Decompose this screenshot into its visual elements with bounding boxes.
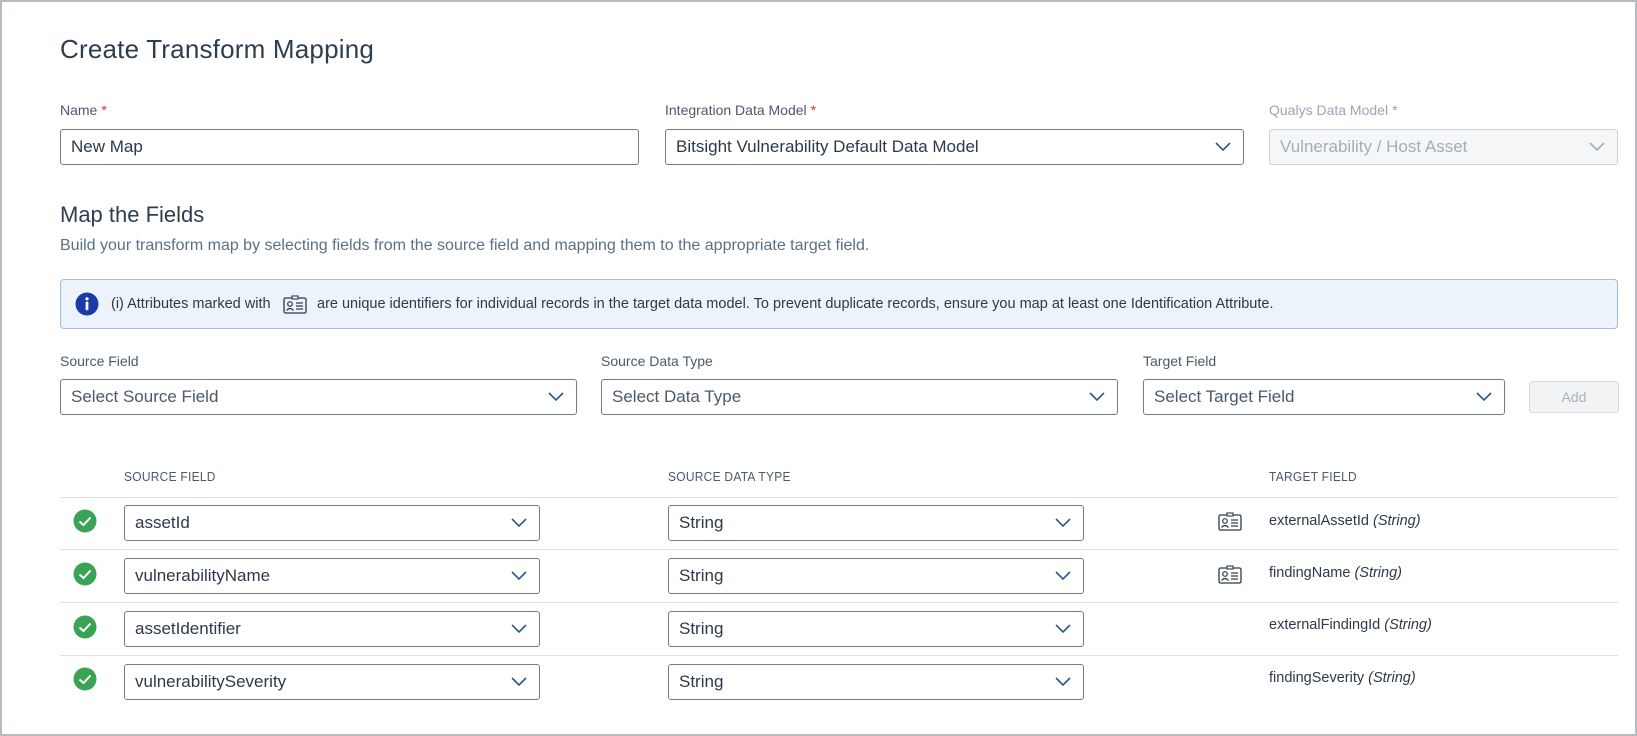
row-source-data-type-select[interactable] xyxy=(668,611,1084,647)
chevron-down-icon xyxy=(1089,390,1105,402)
row-target-field-name: findingName xyxy=(1269,565,1351,581)
row-source-data-type-value: String xyxy=(679,672,724,691)
qualys-model-select xyxy=(1269,129,1618,165)
row-divider xyxy=(60,602,1618,603)
chevron-down-icon xyxy=(548,390,564,402)
integration-model-label-text: Integration Data Model xyxy=(665,102,807,118)
source-field-select[interactable] xyxy=(60,379,577,415)
id-card-icon xyxy=(283,295,307,315)
target-field-placeholder: Select Target Field xyxy=(1154,387,1295,406)
row-target-field-type: (String) xyxy=(1372,513,1421,529)
row-target-field xyxy=(1269,565,1402,581)
row-source-field-select[interactable] xyxy=(124,558,540,594)
chevron-down-icon xyxy=(1055,516,1071,528)
row-source-data-type-select[interactable] xyxy=(668,558,1084,594)
chevron-down-icon xyxy=(1055,675,1071,687)
section-description: Build your transform map by selecting fields from the source field and mapping them to the appropriate target field. xyxy=(60,237,870,254)
qualys-model-label xyxy=(1269,102,1398,118)
row-divider xyxy=(60,549,1618,550)
info-banner xyxy=(60,279,1618,329)
row-target-field-type: (String) xyxy=(1384,617,1432,633)
section-title: Map the Fields xyxy=(60,202,205,227)
source-data-type-placeholder: Select Data Type xyxy=(612,387,742,406)
check-circle-icon xyxy=(73,509,97,533)
source-data-type-select[interactable] xyxy=(601,379,1118,415)
row-divider xyxy=(60,655,1618,656)
name-label-text: Name xyxy=(60,102,98,118)
chevron-down-icon xyxy=(1055,622,1071,634)
row-target-field-type: (String) xyxy=(1354,565,1402,581)
row-source-data-type-select[interactable] xyxy=(668,505,1084,541)
check-circle-icon xyxy=(73,667,97,691)
row-source-field-value: assetId xyxy=(135,513,190,532)
chevron-down-icon xyxy=(511,622,527,634)
row-target-field-name: externalAssetId xyxy=(1269,513,1369,529)
check-circle-icon xyxy=(73,615,97,639)
chevron-down-icon xyxy=(1476,390,1492,402)
row-source-field-value: assetIdentifier xyxy=(135,619,241,638)
row-source-data-type-value: String xyxy=(679,566,724,585)
row-target-field-name: findingSeverity xyxy=(1269,670,1365,686)
qualys-model-label-text: Qualys Data Model xyxy=(1269,102,1389,118)
add-mapping-button[interactable]: Add xyxy=(1529,381,1619,413)
table-header-divider xyxy=(60,497,1618,498)
integration-model-value: Bitsight Vulnerability Default Data Model xyxy=(676,137,979,156)
source-field-label: Source Field xyxy=(60,353,139,369)
row-source-field-select[interactable] xyxy=(124,611,540,647)
required-mark: * xyxy=(1392,102,1398,118)
target-field-label: Target Field xyxy=(1143,353,1217,369)
target-field-select[interactable] xyxy=(1143,379,1505,415)
row-target-field-name: externalFindingId xyxy=(1269,617,1381,633)
row-source-field-value: vulnerabilitySeverity xyxy=(135,672,287,691)
chevron-down-icon xyxy=(1589,140,1605,152)
row-target-field xyxy=(1269,617,1432,633)
row-source-field-select[interactable] xyxy=(124,664,540,700)
chevron-down-icon xyxy=(1055,569,1071,581)
chevron-down-icon xyxy=(511,675,527,687)
row-source-field-value: vulnerabilityName xyxy=(135,566,271,585)
column-header-source-data-type: SOURCE DATA TYPE xyxy=(668,469,791,484)
qualys-model-value: Vulnerability / Host Asset xyxy=(1280,137,1468,156)
required-mark: * xyxy=(101,102,107,118)
id-card-icon xyxy=(1218,512,1242,532)
id-card-icon xyxy=(1218,565,1242,585)
info-icon xyxy=(75,292,99,316)
row-source-field-select[interactable] xyxy=(124,505,540,541)
row-source-data-type-select[interactable] xyxy=(668,664,1084,700)
column-header-source-field: SOURCE FIELD xyxy=(124,469,216,484)
row-target-field xyxy=(1269,670,1416,686)
row-source-data-type-value: String xyxy=(679,619,724,638)
required-mark: * xyxy=(810,102,817,118)
name-input[interactable] xyxy=(60,129,639,165)
integration-model-label xyxy=(665,102,816,118)
banner-text-after: are unique identifiers for individual records in the target data model. To prevent duplicate records, ensure you map at least one Identification Attribute. xyxy=(317,296,1274,312)
name-label xyxy=(60,102,107,118)
integration-model-select[interactable] xyxy=(665,129,1244,165)
row-target-field xyxy=(1269,513,1421,529)
banner-text-before: (i) Attributes marked with xyxy=(111,296,271,312)
chevron-down-icon xyxy=(511,516,527,528)
check-circle-icon xyxy=(73,562,97,586)
row-source-data-type-value: String xyxy=(679,513,724,532)
page-title: Create Transform Mapping xyxy=(60,34,375,64)
chevron-down-icon xyxy=(1215,140,1231,152)
source-data-type-label: Source Data Type xyxy=(601,353,713,369)
column-header-target-field: TARGET FIELD xyxy=(1269,469,1357,484)
source-field-placeholder: Select Source Field xyxy=(71,387,219,406)
row-target-field-type: (String) xyxy=(1368,670,1416,686)
chevron-down-icon xyxy=(511,569,527,581)
